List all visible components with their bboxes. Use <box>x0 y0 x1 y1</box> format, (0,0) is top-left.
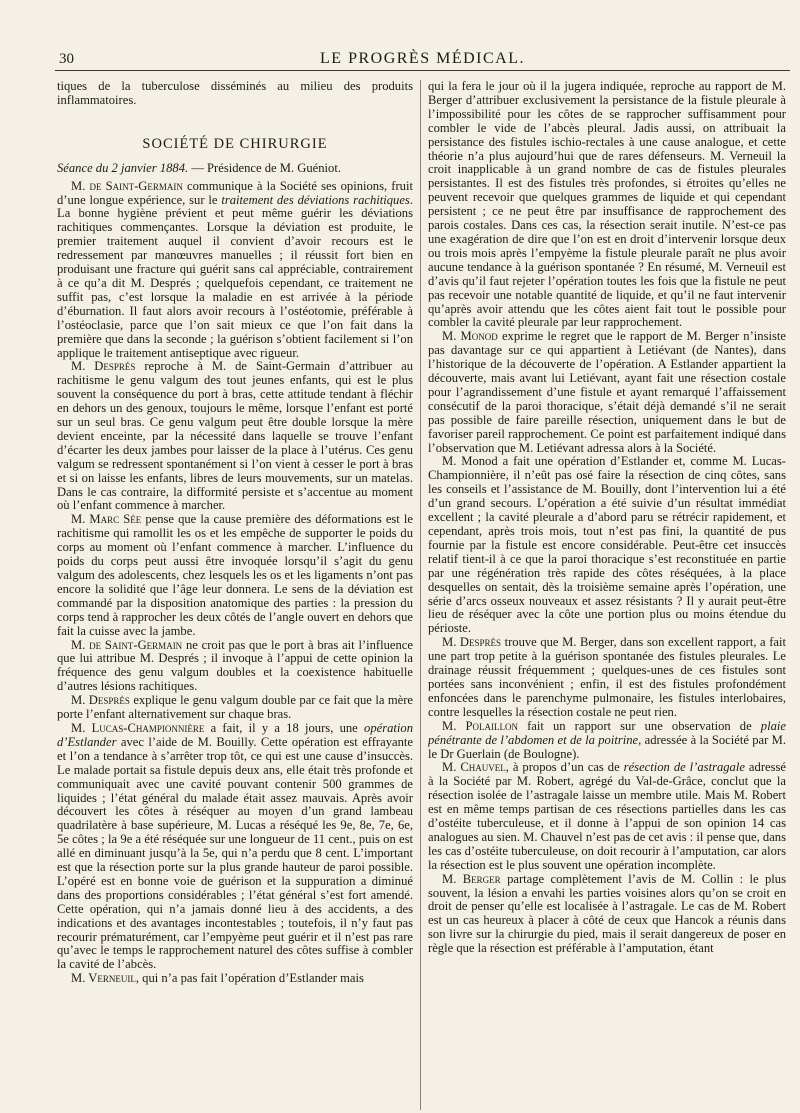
section-title: SOCIÉTÉ DE CHIRURGIE <box>142 135 328 152</box>
speaker-name: M. Monod <box>442 329 498 344</box>
speaker-name: M. Després <box>442 635 502 650</box>
speaker-name: M. Després <box>71 693 130 708</box>
paragraph: M. Monod exprime le regret que le rapport de M. Berger n’insiste pas davantage sur ce qui appartient à Letiévant (de Nantes), dans l’historique de la découverte de l’opération. A Estlander appartient la découverte, mais avant lui Letiévant, ayant fait une résection costale pour l’agrandissement d’une fistule et ayant remarqué l’affaissement consécutif de la paroi thoracique, s’était déjà demandé s’il ne serait pas possible de faire pareille résection, uniquement dans le but de favoriser pareil rapprochement. Ce point est parfaitement indiqué dans l’observation que M. Letiévant adressa alors à la Société. <box>428 329 786 455</box>
speaker-name: M. Berger <box>442 871 501 886</box>
paragraph: M. Chauvel, à propos d’un cas de résection de l’astragale adressé à la Société par M. Robert, agrégé du Val-de-Grâce, conclut que la résection isolée de l’astragale laisse un membre utile. Mais M. Robert est en même temps partisan de ces résections partielles dans les cas d’ostéite tuberculeuse, et il donne à l’appui de son opinion 14 cas analogues au sien. M. Chauvel n’est pas de cet avis : il pense que, dans les cas d’ostéite tuberculeuse, on doit recourir à l’amputation, car alors la résection est le plus souvent une opération incomplète. <box>428 760 786 872</box>
paragraph: M. Lucas-Championnière a fait, il y a 18 jours, une opération d’Estlander avec l’aide de M. Bouilly. Cette opération est effrayante et l’on a tendance à s’arrêter trop tôt, ce qui est une cause d’insuccès. Le malade portait sa fistule depuis deux ans, elle était très profonde et communiquait avec une cavité pouvant contenir 500 grammes de liquides ; l’état général du malade était assez mauvais. Après avoir découvert les côtes à réséquer au moyen d’un grand lambeau quadrilatère à base supérieure, M. Lucas a réséqué les 9e, 8e, 7e, 6e, 5e côtes ; la 9e a été réséquée sur une longueur de 11 cent., puis on est allé en diminuant jusqu’à la 5e, qui n’a perdu que 8 cent. L’important est que la résection porte sur la plus grande hauteur de paroi possible. L’opéré est en bonne voie de guérison et la suppuration a diminué dans des proportions considérables ; l’état général s’est fort amendé. Cette opération, qui n’a jamais donné lieu à des accidents, a des indications et des avantages incontestables ; toutefois, il n’y faut pas recourir prématurément, car l’empyème peut guérir et il n’est pas rare qu’avec le temps le rapprochement naturel des côtes suffise à combler la cavité de l’abcès. <box>57 720 413 972</box>
paragraph: M. Verneuil, qui n’a pas fait l’opération d’Estlander mais <box>71 971 364 986</box>
left-column <box>57 80 413 1110</box>
paragraph: M. de Saint-Germain ne croit pas que le port à bras ait l’influence que lui attribue M. Després ; il invoque à l’appui de cette opinion la fréquence des genu valgum doubles et la coexistence habituelle d’autres lésions rachitiques. <box>57 637 413 694</box>
paragraph: M. Monod a fait une opération d’Estlander et, comme M. Lucas-Championnière, il n’eût pas osé faire la résection de cinq côtes, sans les conseils et l’assistance de M. Bouilly, dont l’intervention lui a été d’un grand secours. L’opération a été suivie d’un résultat immédiat excellent ; la cavité pleurale a d’abord paru se rétrécir rapidement, et cependant, après trois mois, tout n’est pas fini, la quantité de pus fournie par la fistule est encore considérable. Peut-être cet insuccès relatif tient-il à ce que la paroi thoracique s’est reconstituée en partie par une régénération très rapide des côtes réséquées, à la place desquelles on sentait, dès la troisième semaine après l’opération, une série d’arcs osseux nouveaux et assez résistants ? Il y aurait peut-être lieu de réséquer avec la côte une portion plus ou moins étendue du périoste. <box>428 454 786 636</box>
paragraph: M. Polaillon fait un rapport sur une observation de plaie pénétrante de l’abdomen et de la poitrine, adressée à la Société par M. le Dr Guerlain (de Boulogne). <box>428 718 786 761</box>
paragraph: M. Berger partage complètement l’avis de M. Collin : le plus souvent, la lésion a envahi les parties voisines alors qu’on se croit en droit de penser qu’elle est localisée à l’astragale. Le cas de M. Robert est un cas heureux à placer à côté de ceux que Hancok a réunis dans son livre sur la chirurgie du pied, mais il serait dangereux de poser en règle que la résection est préférable à l’amputation, étant <box>428 871 786 956</box>
right-column <box>428 80 786 1110</box>
paragraph: qui la fera le jour où il la jugera indiquée, reproche au rapport de M. Berger d’attribuer exclusivement la persistance de la fistule pleurale à l’impossibilité pour les côtes de se rapprocher suffisamment pour combler le vide de l’abcès pleural. Jadis aussi, on attribuait la persistance des fistules ischio-rectales à une cause analogue, et cette théorie n’a plus aujourd’hui que de rares défenseurs. M. Verneuil la croit inapplicable à un grand nombre de cas de fistules pleurales persistantes. Il est des fistules très profondes, si étroites qu’elles ne peuvent recevoir que quelques grammes de liquide et qui cependant persistent ; ce ne peut être par insuffisance de rapprochement des parois costales. Dans ces cas, la résection serait inutile. N’est-ce pas une exagération de dire que l’on est en droit d’intervenir lorsque deux ou trois mois après l’empyème la fistule pleurale paraît ne plus avoir aucune tendance à la guérison spontanée ? En résumé, M. Verneuil est d’avis qu’il faut rejeter l’opération toutes les fois que la fistule ne peut pas recevoir une notable quantité de liquide, et qu’il ne faut intervenir qu’après avoir attendu que les côtes aient fait tout le possible pour combler la cavité pleurale par leur rapprochement. <box>428 80 786 330</box>
speaker-name: M. de Saint-Germain <box>71 178 183 193</box>
page-number: 30 <box>59 51 74 67</box>
seance-line <box>57 162 413 176</box>
seance-date: Séance du 2 janvier 1884. <box>57 160 189 175</box>
italic-topic: résection de l’astragale <box>623 760 745 775</box>
speaker-name: M. Verneuil <box>71 971 136 986</box>
speaker-name: M. de Saint-Germain <box>71 637 183 652</box>
paragraph: M. Després trouve que M. Berger, dans son excellent rapport, a fait une part trop petite à la guérison spontanée des fistules pleurales. Le drainage réussit fréquemment ; quelques-unes de ces fistules sont portées sans inconvénient ; enfin, il est des fistules profondément enfoncées dans le parenchyme pulmonaire, les fistules interlobaires, contre lesquelles la résection costale ne peut rien. <box>428 635 786 719</box>
speaker-name: M. Polaillon <box>442 718 518 733</box>
speaker-name: M. Lucas-Championnière <box>71 720 205 735</box>
paragraph: M. Marc Sée pense que la cause première des déformations est le rachitisme qui ramollit les os et les empêche de supporter le poids du corps au moment où l’enfant commence à marcher. L’influence du poids du corps peut aussi être invoquée lorsqu’il s’agit du genu valgum des adolescents, chez lesquels les os et les ligaments n’ont pas encore la solidité que l’âge leur donnera. Le sens de la déviation est commandé par la disposition anatomique des parties : la pression du corps tend à rapprocher les deux côtés de l’angle ouvert en dehors que fait la cuisse avec la jambe. <box>57 512 413 638</box>
speaker-name: M. Marc Sée <box>71 512 142 527</box>
journal-title: LE PROGRÈS MÉDICAL. <box>320 50 525 67</box>
italic-topic: traitement des déviations rachitiques <box>221 192 410 207</box>
speaker-name: M. Chauvel <box>442 760 506 775</box>
speaker-name: M. Després <box>71 359 136 374</box>
column-divider <box>420 80 421 1110</box>
paragraph: M. de Saint-Germain communique à la Société ses opinions, fruit d’une longue expérience, sur le traitement des déviations rachitiques. La bonne hygiène prévient et peut même guérir les déviations rachitiques commençantes. Lorsque la déviation est produite, le premier traitement auquel il convient d’avoir recours est le redressement par manœuvres manuelles ; il réussit fort bien en produisant une fracture qui guérit sans cal appréciable, contrairement à ce qu’a dit M. Després ; quelquefois cependant, ce traitement ne suffit pas, c’est lorsque la maladie en est arrivée à la période d’éburnation. Il faut alors avoir recours à l’ostéotomie, préférable à l’ostéoclasie, parce que l’on sait mieux ce que l’on fait dans la première que dans la seconde ; la guérison s’obtient facilement si l’on applique le traitement antiseptique avec rigueur. <box>57 178 413 360</box>
continuation-paragraph: tiques de la tuberculose disséminés au milieu des produits inflammatoires. <box>57 80 413 107</box>
italic-topic: plaie pénétrante de l’abdomen et de la poitrine <box>428 718 786 747</box>
paragraph: M. Després reproche à M. de Saint-Germain d’attribuer au rachitisme le genu valgum des tout jeunes enfants, qui est le plus souvent la conséquence du port à bras, cette attitude tendant à fléchir en dehors un des genoux, toujours le même, lorsque l’enfant est porté sur un seul bras. Ce genu valgum peut être double lorsque la mère devient enceinte, par la nécessité dans laquelle se trouve l’enfant d’écarter les deux jambes pour laisser de la place à l’utérus. Ces genu valgum se redressent spontanément si l’on vient à cesser le port à bras et si on laisse les enfants, libres de leurs mouvements, sur un matelas. Dans le cas contraire, la difformité persiste et s’accentue au moment où l’enfant commence à marcher. <box>57 359 413 513</box>
paragraph: M. Després explique le genu valgum double par ce fait que la mère porte l’enfant alternativement sur chaque bras. <box>57 693 413 722</box>
presidence: — Présidence de M. Guéniot. <box>191 160 342 175</box>
page-header <box>55 48 790 71</box>
italic-topic: opération d’Estlander <box>57 720 413 749</box>
